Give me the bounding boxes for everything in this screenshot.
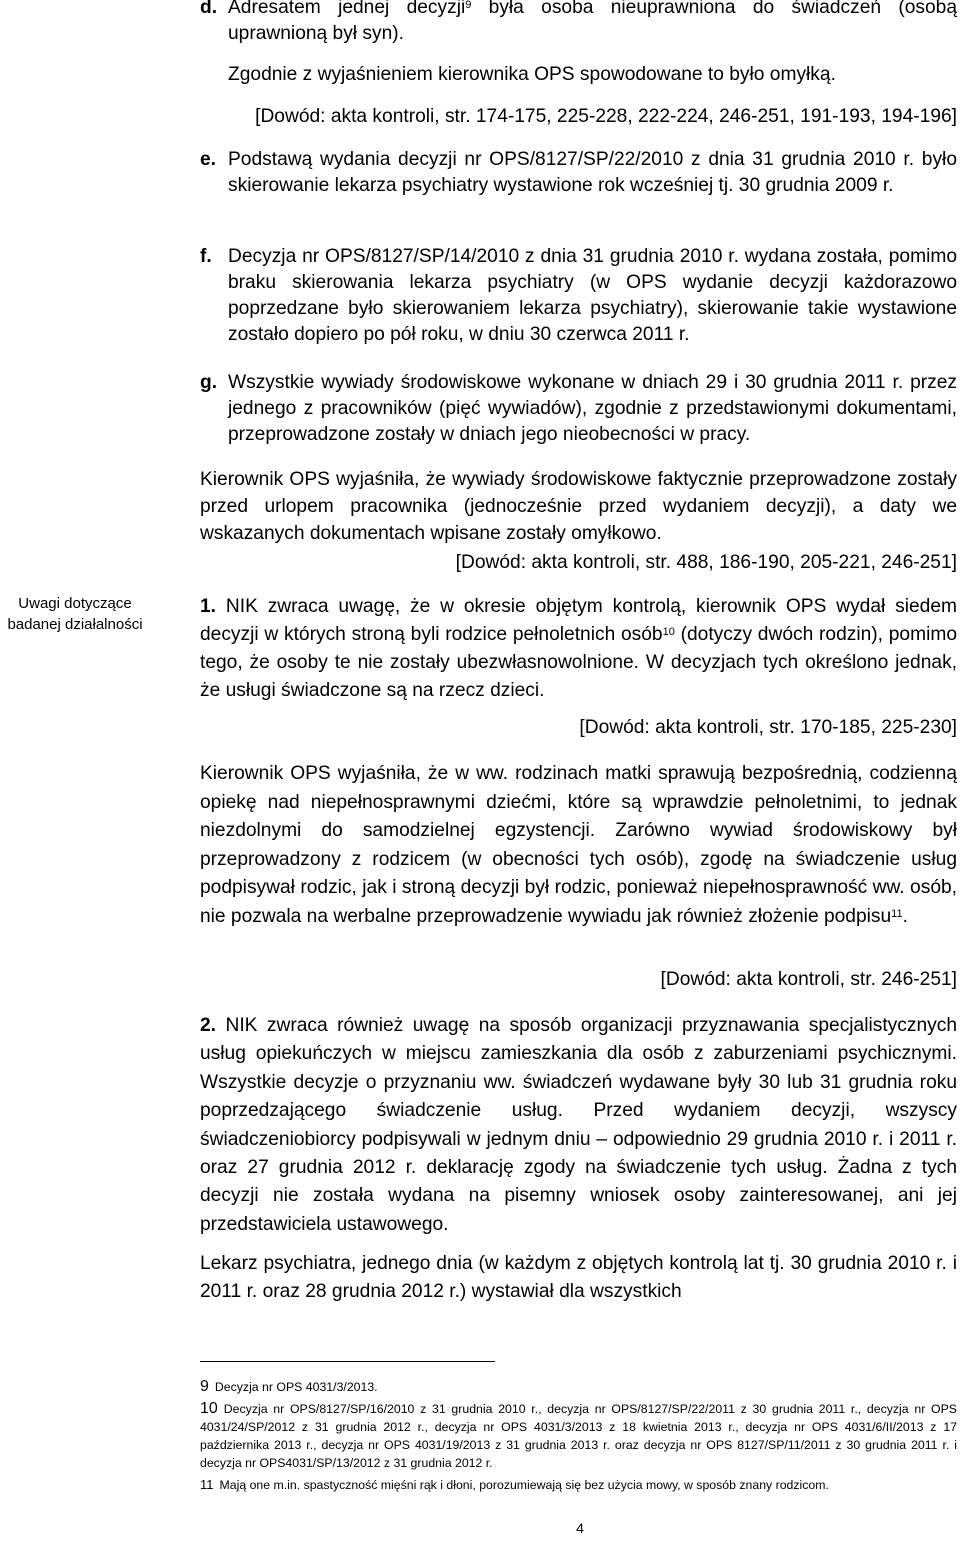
evidence-d: [Dowód: akta kontroli, str. 174-175, 225-228, 222-224, 246-251, 191-193, 194-196] [255,106,957,127]
footnote-9 [200,1378,957,1396]
footnote-ref: 10 [662,626,675,638]
item-marker: f. [200,246,212,267]
evidence-point-1: [Dowód: akta kontroli, str. 170-185, 225-230] [579,717,957,738]
evidence-point-1b: [Dowód: akta kontroli, str. 246-251] [660,969,957,990]
footnote-number: 9 [200,1378,209,1395]
item-marker: e. [200,149,217,170]
footnote-ref: 11 [891,907,903,920]
sidebar-label-line-1: Uwagi dotyczące [18,595,132,612]
finding-item-e [200,147,957,199]
explanation-text-end: . [902,905,908,927]
item-text [228,0,957,47]
explanation-text: Kierownik OPS wyjaśniła, że w ww. rodzinach matki sprawują bezpośrednią, codzienną opiekę nad niepełnosprawnymi dziećmi, które są wprawdzie pełnoletnimi, to jednak niezdolnymi do samodzielnej egzystencji. Zarówno wywiad środowiskowy był przeprowadzony z rodzicem (w obecności tych osób), zgodę na świadczenie usług podpisywał rodzic, jak i stroną decyzji był rodzic, ponieważ niepełnosprawność ww. osób, nie pozwala na werbalne przeprowadzenie wywiadu jak również złożenie podpisu [200,763,957,927]
item-marker: d. [200,0,218,18]
point-marker: 1. [200,596,217,617]
sidebar-section-label [0,593,150,635]
footnote-text: Mają one m.in. spastyczność mięśni rąk i dłoni, porozumiewają się bez użycia mowy, w sposób znany rodzicom. [219,1478,829,1492]
footnote-text: Decyzja nr OPS/8127/SP/16/2010 z 31 grudnia 2010 r., decyzja nr OPS/8127/SP/22/2011 z 30 grudnia 2011 r., decyzja nr OPS 4031/24/SP/2012 z 31 grudnia 2012 r., decyzja nr OPS 4031/3/2013 z 18 kwietnia 2013 r., decyzja nr OPS 4031/6/II/2013 z 17 października 2013 r., decyzja nr OPS 4031/19/2013 z 31 grudnia 2013 r. oraz decyzja nr OPS 8127/SP/11/2011 z 30 grudnia 2011 r. i decyzja nr OPS4031/SP/13/2012 z 31 grudnia 2012 r. [200,1402,957,1470]
point-text-post: (dotyczy dwóch rodzin), pomimo tego, że osoby te nie zostały ubezwłasnowolnione. W decyzjach tych określono jednak, że usługi świadczone są na rzecz dzieci. [200,624,957,701]
item-text-post: była osoba nieuprawniona do świadczeń (osobą uprawnioną był syn). [228,0,957,44]
footnote-number: 11 [200,1477,214,1492]
explanation-d [200,62,957,88]
item-text-pre: Adresatem jednej decyzji [228,0,466,18]
footnote-10 [200,1400,957,1472]
footnote-separator [200,1361,495,1362]
finding-item-f [200,244,957,348]
item-marker: g. [200,372,218,393]
evidence-g: [Dowód: akta kontroli, str. 488, 186-190, 205-221, 246-251] [455,552,957,573]
footnote-text: Decyzja nr OPS 4031/3/2013. [214,1380,378,1394]
point-2 [200,1012,957,1239]
point-text-pre: NIK zwraca uwagę, że w okresie objętym kontrolą, kierownik OPS wydał siedem decyzji w których stroną byli rodzice pełnoletnich osób [200,596,957,645]
explanation-point-1 [200,760,957,931]
footnote-11 [200,1476,957,1494]
finding-item-g [200,370,957,448]
item-text: Podstawą wydania decyzji nr OPS/8127/SP/22/2010 z dnia 31 grudnia 2010 r. było skierowanie lekarza psychiatry wystawione rok wcześniej tj. 30 grudnia 2009 r. [228,149,957,196]
point-2-continued: Lekarz psychiatra, jednego dnia (w każdym z objętych kontrolą lat tj. 30 grudnia 2010 r. i 2011 r. oraz 28 grudnia 2012 r.) wystawiał dla wszystkich [200,1253,957,1303]
item-text: Wszystkie wywiady środowiskowe wykonane w dniach 29 i 30 grudnia 2011 r. przez jednego z pracowników (pięć wywiadów), zgodnie z przedstawionymi dokumentami, przeprowadzone zostały w dniach jego nieobecności w pracy. [228,372,957,445]
point-marker: 2. [200,1015,217,1036]
point-text: NIK zwraca również uwagę na sposób organizacji przyznawania specjalistycznych usług opiekuńczych w miejscu zamieszkania dla osób z zaburzeniami psychicznymi. Wszystkie decyzje o przyznaniu ww. świadczeń wydawane były 30 lub 31 grudnia roku poprzedzającego świadczenie usług. Przed wydaniem decyzji, wszyscy świadczeniobiorcy podpisywali w jednym dniu – odpowiednio 29 grudnia 2010 r. i 2011 r. oraz 27 grudnia 2012 r. deklarację zgody na świadczenie tych usług. Żadna z tych decyzji nie została wydana na pisemny wniosek osoby zainteresowanej, ani jej przedstawiciela ustawowego. [200,1015,957,1235]
explanation-text: Zgodnie z wyjaśnieniem kierownika OPS spowodowane to było omyłką. [228,64,836,85]
finding-item-d [200,0,957,47]
footnote-ref: 9 [465,0,472,11]
footnote-number: 10 [200,1400,218,1417]
explanation-g: Kierownik OPS wyjaśniła, że wywiady środowiskowe faktycznie przeprowadzone zostały przed urlopem pracownika (jednocześnie przed wydaniem decyzji), a daty we wskazanych dokumentach wpisane zostały omyłkowo. [200,469,957,544]
footnotes [200,1378,957,1498]
item-text: Decyzja nr OPS/8127/SP/14/2010 z dnia 31 grudnia 2010 r. wydana została, pomimo braku skierowania lekarza psychiatry (w OPS wydanie decyzji każdorazowo poprzedzane było skierowaniem lekarza psychiatry), skierowanie takie wystawione zostało dopiero po pół roku, w dniu 30 czerwca 2011 r. [228,246,957,345]
point-1 [200,593,957,705]
sidebar-label-line-2: badanej działalności [7,616,143,633]
page-number: 4 [576,1520,584,1536]
